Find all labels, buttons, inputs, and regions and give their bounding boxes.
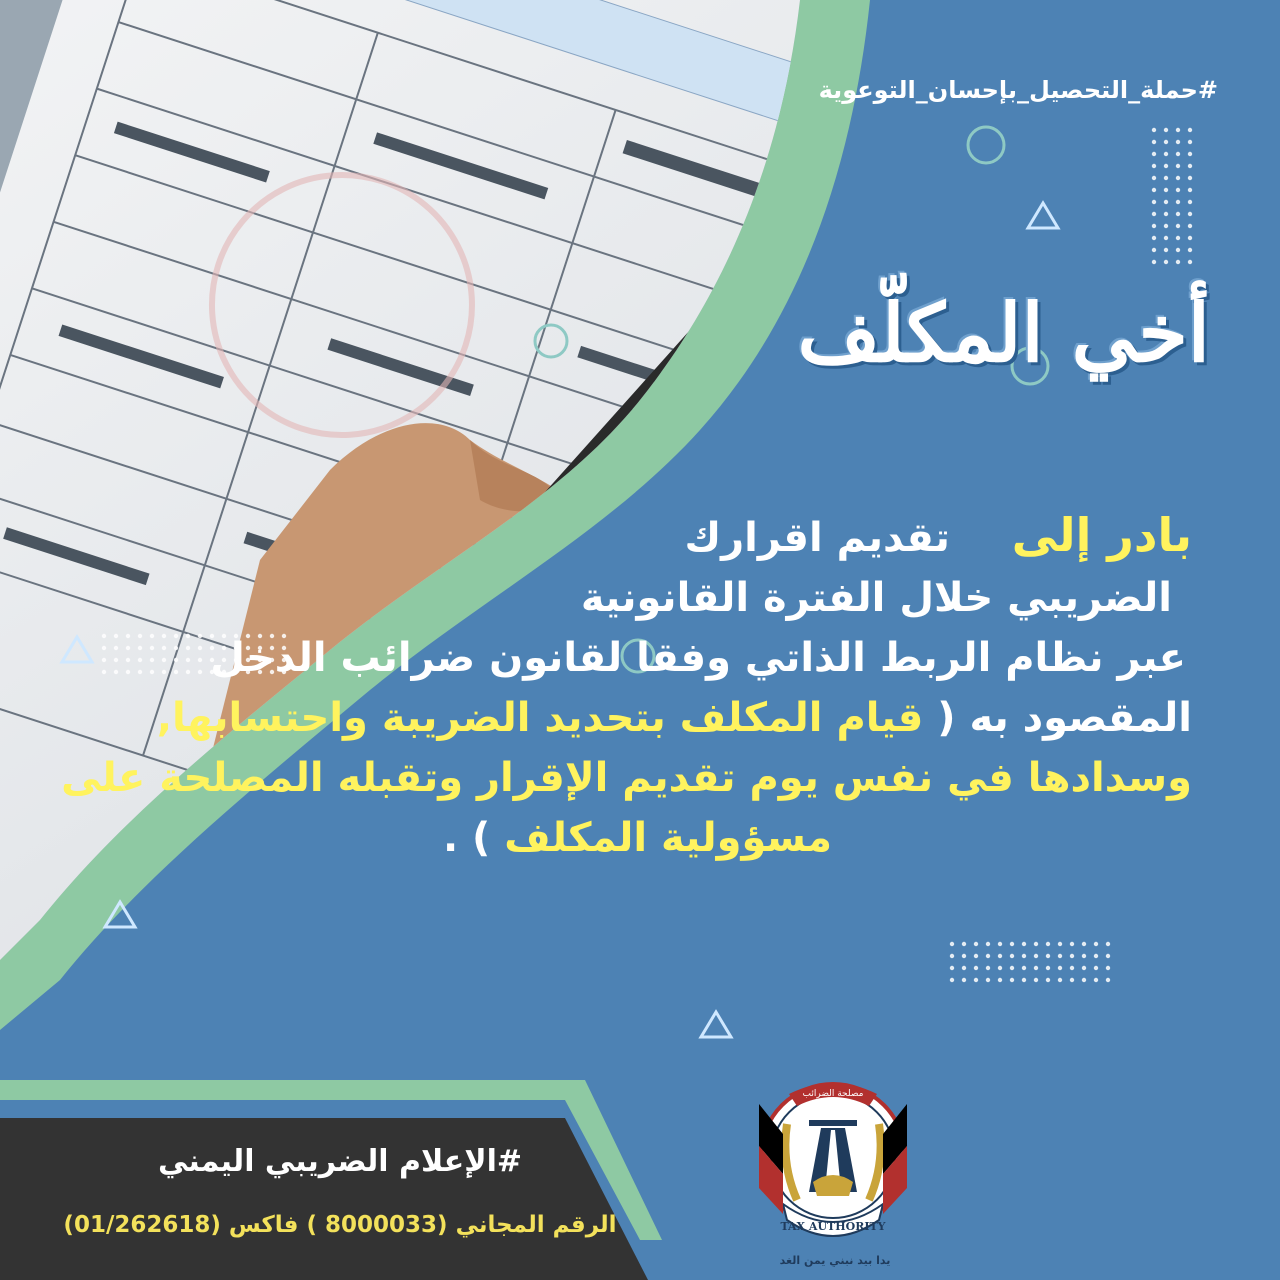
logo-bottom-text: TAX AUTHORITY [780, 1220, 886, 1233]
dot-decoration [1152, 128, 1156, 132]
dot-decoration [962, 966, 966, 970]
dot-decoration [1034, 978, 1038, 982]
message-line-5-highlight: على [61, 755, 146, 801]
dot-decoration [1094, 978, 1098, 982]
definition-highlight: قيام المكلف بتحديد الضريبة واحتسابها, [156, 695, 924, 741]
dot-decoration [1152, 176, 1156, 180]
dot-decoration [1164, 176, 1168, 180]
dot-decoration [1094, 966, 1098, 970]
dot-decoration [1176, 236, 1180, 240]
dot-decoration [1164, 164, 1168, 168]
dot-decoration [1176, 176, 1180, 180]
dot-decoration [1176, 200, 1180, 204]
message-line-6-end: ) . [442, 815, 491, 861]
dot-decoration [1188, 200, 1192, 204]
dot-decoration [1094, 942, 1098, 946]
dot-decoration [1070, 966, 1074, 970]
message-line-1-text: تقديم اقرارك [684, 515, 950, 561]
dot-decoration [1152, 212, 1156, 216]
headline: أخي المكلّف [797, 286, 1210, 380]
dot-decoration [1152, 236, 1156, 240]
dot-decoration [998, 966, 1002, 970]
dot-decoration [1176, 164, 1180, 168]
dot-decoration [1164, 224, 1168, 228]
logo-slogan: يدا بيد نبني يمن الغد [779, 1254, 891, 1267]
dot-decoration [1058, 954, 1062, 958]
dot-decoration [962, 954, 966, 958]
message-line-6 [72, 808, 1192, 868]
message-line-1 [72, 505, 1192, 568]
dot-decoration [1164, 188, 1168, 192]
call-to-action-highlight: بادر إلى [1011, 508, 1192, 562]
triangle-decoration [701, 1012, 731, 1037]
dot-decoration [1070, 978, 1074, 982]
dot-decoration [1176, 224, 1180, 228]
dot-decoration [1082, 942, 1086, 946]
dot-decoration [1106, 966, 1110, 970]
dot-decoration [950, 942, 954, 946]
dot-decoration [1152, 248, 1156, 252]
dot-decoration [1188, 164, 1192, 168]
dot-decoration [1152, 164, 1156, 168]
dot-decoration [1176, 128, 1180, 132]
dot-decoration [1082, 966, 1086, 970]
dot-decoration [950, 966, 954, 970]
dot-decoration [1188, 188, 1192, 192]
message-line-5 [61, 748, 1192, 808]
dot-decoration [962, 978, 966, 982]
dot-decoration [1022, 942, 1026, 946]
dot-decoration [1164, 212, 1168, 216]
dot-decoration [1188, 236, 1192, 240]
dot-decoration [1058, 966, 1062, 970]
dot-decoration [1010, 942, 1014, 946]
dot-decoration [1152, 200, 1156, 204]
dot-decoration [986, 954, 990, 958]
dot-decoration [1070, 954, 1074, 958]
dot-decoration [998, 978, 1002, 982]
dot-decoration [1188, 152, 1192, 156]
dot-decoration [986, 978, 990, 982]
dot-decoration [1070, 942, 1074, 946]
dot-decoration [986, 942, 990, 946]
dot-decoration [1152, 140, 1156, 144]
dot-decoration [1164, 248, 1168, 252]
dot-decoration [1176, 140, 1180, 144]
message-line-5-text: وسدادها في نفس يوم تقديم الإقرار وتقبله المصلحة [159, 755, 1192, 801]
contact-numbers: الرقم المجاني (8000033 ) فاكس (01/262618) [63, 1212, 617, 1238]
dot-decoration [1034, 942, 1038, 946]
dot-decoration [974, 966, 978, 970]
dot-decoration [1010, 966, 1014, 970]
dot-decoration [1010, 978, 1014, 982]
dot-decoration [974, 942, 978, 946]
dot-decoration [950, 978, 954, 982]
dot-decoration [1022, 954, 1026, 958]
dot-decoration [1046, 954, 1050, 958]
message-line-4 [72, 688, 1192, 748]
circle-decoration [535, 325, 567, 357]
dot-decoration [1164, 128, 1168, 132]
dot-decoration [1188, 248, 1192, 252]
dot-decoration [1058, 942, 1062, 946]
logo-top-text: مصلحة الضرائب [802, 1089, 864, 1099]
org-hashtag: #الإعلام الضريبي اليمني [157, 1144, 523, 1179]
dot-decoration [1058, 978, 1062, 982]
dot-decoration [1176, 212, 1180, 216]
dot-decoration [950, 954, 954, 958]
dot-decoration [1164, 236, 1168, 240]
dot-decoration [974, 978, 978, 982]
dot-decoration [1022, 978, 1026, 982]
dot-decoration [962, 942, 966, 946]
dot-decoration [1176, 152, 1180, 156]
triangle-decoration [105, 902, 135, 927]
dot-decoration [1034, 954, 1038, 958]
dot-decoration [1094, 954, 1098, 958]
dot-decoration [1152, 224, 1156, 228]
dot-decoration [1164, 200, 1168, 204]
dot-decoration [1034, 966, 1038, 970]
dot-decoration [1152, 152, 1156, 156]
dot-decoration [1176, 260, 1180, 264]
campaign-hashtag: #حملة_التحصيل_بإحسان_التوعوية [818, 76, 1218, 104]
dot-decoration [1164, 152, 1168, 156]
message-line-3: عبر نظام الربط الذاتي وفقا لقانون ضرائب الدخل [210, 635, 1186, 681]
dot-decoration [1164, 140, 1168, 144]
triangle-decoration [1028, 203, 1058, 228]
message-line-6-highlight: مسؤولية المكلف [504, 815, 832, 861]
dot-decoration [1188, 212, 1192, 216]
message-text [61, 505, 1192, 868]
dot-decoration [1046, 966, 1050, 970]
tax-authority-logo [753, 1064, 913, 1264]
dot-decoration [1176, 248, 1180, 252]
dot-decoration [1188, 260, 1192, 264]
dot-decoration [1164, 260, 1168, 264]
dot-grid-decoration [1152, 128, 1192, 264]
dot-decoration [998, 942, 1002, 946]
dot-decoration [1188, 176, 1192, 180]
dot-decoration [1152, 260, 1156, 264]
dot-decoration [1082, 978, 1086, 982]
circle-decoration [968, 127, 1004, 163]
dot-decoration [1188, 140, 1192, 144]
message-line-2: الضريبي خلال الفترة القانونية [580, 575, 1172, 621]
dot-decoration [974, 954, 978, 958]
dot-decoration [1046, 942, 1050, 946]
dot-decoration [1046, 978, 1050, 982]
dot-decoration [986, 966, 990, 970]
dot-decoration [1082, 954, 1086, 958]
dot-decoration [1106, 954, 1110, 958]
dot-decoration [1106, 942, 1110, 946]
dot-decoration [1188, 128, 1192, 132]
dot-decoration [1022, 966, 1026, 970]
message-line-4-text: المقصود به ( [937, 695, 1192, 741]
dot-decoration [998, 954, 1002, 958]
dot-grid-decoration [950, 942, 1110, 982]
dot-decoration [1106, 978, 1110, 982]
dot-decoration [1010, 954, 1014, 958]
dot-decoration [1176, 188, 1180, 192]
dot-decoration [1188, 224, 1192, 228]
dot-decoration [1152, 188, 1156, 192]
